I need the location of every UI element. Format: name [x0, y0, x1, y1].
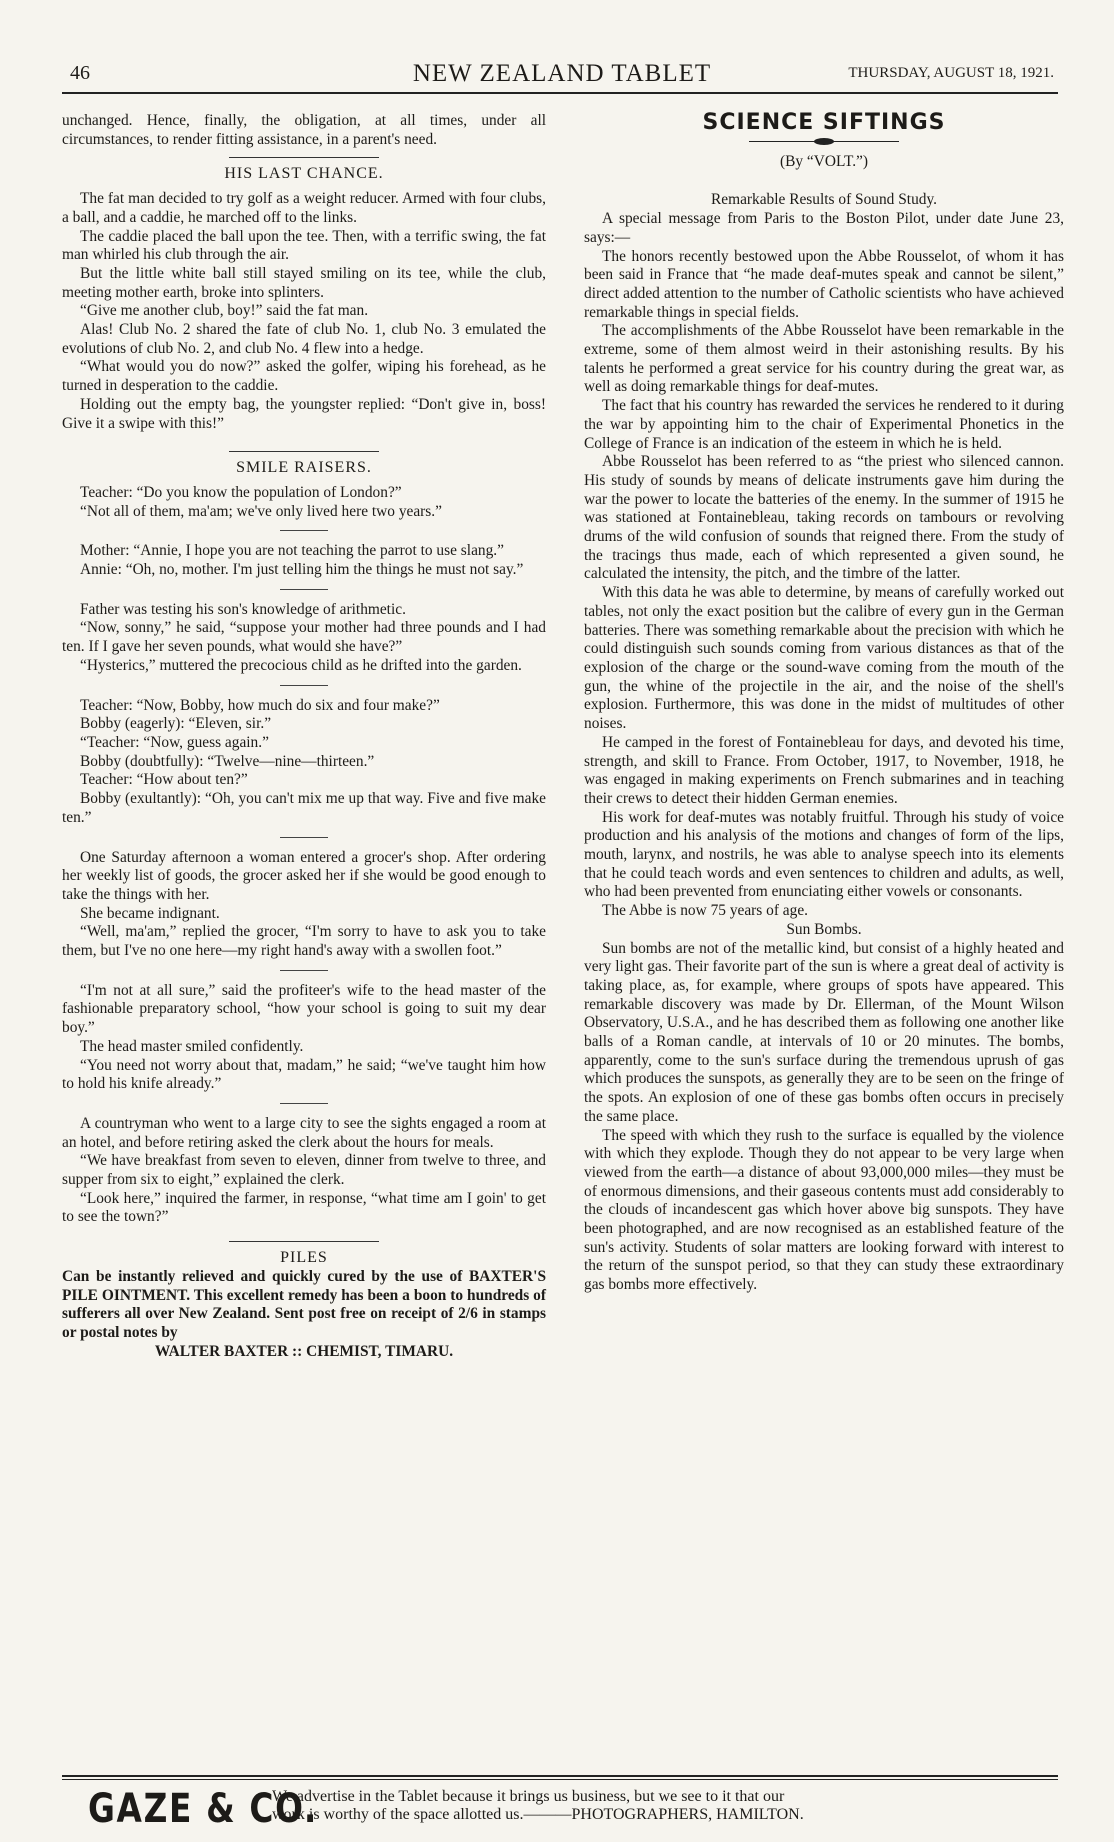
- footer-rule: [62, 1775, 1058, 1777]
- section-title-smile-raisers: SMILE RAISERS.: [62, 451, 546, 478]
- paragraph: The accomplishments of the Abbe Rousselot have been remarkable in the extreme, some of them almost weird in their astonishing results. By his talents he performed a great service for his country during the great war, as well as doing remarkable things for deaf-mutes.: [584, 322, 1064, 396]
- paragraph: Alas! Club No. 2 shared the fate of club No. 1, club No. 3 emulated the evolutions of club No. 2, and club No. 4 flew into a hedge.: [62, 321, 546, 357]
- joke-separator: [280, 589, 328, 590]
- paragraph: Father was testing his son's knowledge of arithmetic.: [80, 600, 406, 618]
- subheading-sun-bombs: Sun Bombs.: [786, 920, 862, 938]
- paragraph: The fact that his country has rewarded the services he rendered to it during the war by appointing him to the chair of Experimental Phonetics in the College of France is an indication of the esteem in which he is held.: [584, 397, 1064, 452]
- paragraph: The Abbe is now 75 years of age.: [602, 902, 809, 920]
- paragraph: His work for deaf-mutes was notably fruitful. Through his study of voice production and his analysis of the motions and changes of form of the lips, mouth, larynx, and nostrils, he was able to analyse speech into its elements that he could teach words and even sentences to children and adults, as well, who had been prevented from enunciating either vowels or consonants.: [584, 808, 1064, 901]
- paragraph: Mother: “Annie, I hope you are not teaching the parrot to use slang.”: [80, 542, 504, 560]
- paragraph: Holding out the empty bag, the youngster replied: “Don't give in, boss! Give it a swipe with this!”: [62, 395, 546, 432]
- paragraph: One Saturday afternoon a woman entered a grocer's shop. After ordering her weekly list of goods, the grocer asked her if she would be good enough to take the things with her.: [62, 848, 546, 903]
- paragraph: A countryman who went to a large city to see the sights engaged a room at an hotel, and before retiring asked the clerk about the hours for meals.: [62, 1114, 546, 1151]
- paragraph: “Look here,” inquired the farmer, in response, “what time am I goin' to get to see the town?”: [62, 1189, 546, 1226]
- paragraph: Teacher: “How about ten?”: [80, 771, 248, 789]
- footer-advertisement: [62, 1786, 1058, 1834]
- paragraph: “We have breakfast from seven to eleven, dinner from twelve to three, and supper from six to eight,” explained the clerk.: [62, 1152, 546, 1189]
- paragraph: Teacher: “Do you know the population of London?”: [80, 483, 402, 501]
- joke-separator: [280, 837, 328, 838]
- issue-date: THURSDAY, AUGUST 18, 1921.: [848, 65, 1054, 81]
- paragraph: “Teacher: “Now, guess again.”: [80, 733, 269, 751]
- piles-advertisement: [62, 1241, 546, 1361]
- paragraph: “What would you do now?” asked the golfer, wiping his forehead, as he turned in desperation to the caddie.: [62, 358, 546, 395]
- joke-separator: [280, 970, 328, 971]
- paragraph: The head master smiled confidently.: [80, 1037, 304, 1055]
- paragraph: The honors recently bestowed upon the Abbe Rousselot, of whom it has been said in France that “he made deaf-mutes speak and cannot be silent,” direct added attention to the number of Catholic scientists who have achieved remarkable things in special fields.: [584, 247, 1064, 321]
- paragraph: “You need not worry about that, madam,” he said; “we've taught him how to hold his knife already.”: [62, 1056, 546, 1093]
- joke-separator: [280, 530, 328, 531]
- paragraph: “Hysterics,” muttered the precocious child as he drifted into the garden.: [80, 656, 522, 674]
- left-column: [62, 112, 546, 1361]
- paragraph: Bobby (doubtfully): “Twelve—nine—thirteen.”: [80, 752, 375, 770]
- page-header: [70, 58, 1054, 92]
- joke-separator: [280, 685, 328, 686]
- footer-line-2: work is worthy of the space allotted us.———PHOTOGRAPHERS, HAMILTON.: [272, 1806, 804, 1823]
- ad-title: PILES: [280, 1249, 328, 1267]
- paragraph: “Not all of them, ma'am; we've only lived here two years.”: [80, 502, 442, 520]
- paragraph: The fat man decided to try golf as a weight reducer. Armed with four clubs, a ball, and a caddie, he marched off to the links.: [62, 190, 546, 226]
- paragraph: Annie: “Oh, no, mother. I'm just telling him the things he must not say.”: [80, 561, 524, 579]
- joke-separator: [280, 1103, 328, 1104]
- paragraph: A special message from Paris to the Boston Pilot, under date June 23, says:—: [584, 210, 1064, 246]
- header-rule: [62, 92, 1058, 94]
- subheading-sound-study: Remarkable Results of Sound Study.: [711, 191, 937, 209]
- paragraph: Teacher: “Now, Bobby, how much do six and four make?”: [80, 696, 440, 714]
- paragraph: She became indignant.: [80, 904, 220, 922]
- footer-line-1: We advertise in the Tablet because it brings us business, but we see to it that our: [272, 1788, 785, 1805]
- ad-body: Can be instantly relieved and quickly cured by the use of BAXTER'S PILE OINTMENT. This excellent remedy has been a boon to hundreds of sufferers all over New Zealand. Sent post free on receipt of 2/6 in stamps or postal notes by: [62, 1267, 546, 1341]
- page-number: 46: [70, 62, 90, 84]
- paragraph: “Well, ma'am,” replied the grocer, “I'm sorry to have to ask you to take them, but I've no one here—my right hand's away with a swollen foot.”: [62, 923, 546, 960]
- paragraph: But the little white ball still stayed smiling on its tee, while the club, meeting mother earth, broke into splinters.: [62, 264, 546, 301]
- paragraph: The speed with which they rush to the surface is equalled by the violence with which they explode. Though they do not appear to be very large when viewed from the earth—a distance of about 93,000,000 miles—they must be of enormous dimensions, and their gaseous contents must add considerably to the clouds of incandescent gas which hover above big sunspots. They have been photographed, and are now recognised as an established feature of the sun's activity. Students of solar matters are looking forward with interest to the return of the sunspot period, so that they can study these extraordinary gas bombs more effectively.: [584, 1126, 1064, 1294]
- masthead: NEW ZEALAND TABLET: [412, 60, 712, 87]
- paragraph: He camped in the forest of Fontainebleau for days, and devoted his time, strength, and skill to France. From October, 1917, to November, 1918, he was engaged in making experiments on French submarines and in teaching their crews to detect their hidden German enemies.: [584, 733, 1064, 807]
- paragraph: The caddie placed the ball upon the tee. Then, with a terrific swing, the fat man whirled his club through the air.: [62, 227, 546, 264]
- paragraph: Abbe Rousselot has been referred to as “the priest who silenced cannon. His study of sounds by means of delicate instruments gave him during the war the power to locate the batteries of the enemy. In the summer of 1915 he was stationed at Fontainebleau, taking records on tambours or revolving drums of the wild confusion of sounds that reigned there. From the study of the tracings thus made, each of which represented a given sound, he calculated the intensity, the pitch, and the timbre of the latter.: [584, 453, 1064, 583]
- footer-text: [272, 1788, 1058, 1824]
- intro-paragraph: unchanged. Hence, finally, the obligation, at all times, under all circumstances, to render fitting assistance, in a parent's need.: [62, 112, 546, 148]
- paragraph: “Give me another club, boy!” said the fat man.: [80, 302, 369, 320]
- section-title-last-chance: HIS LAST CHANCE.: [62, 157, 546, 184]
- ad-signature: WALTER BAXTER :: CHEMIST, TIMARU.: [154, 1342, 454, 1360]
- paragraph: “I'm not at all sure,” said the profiteer's wife to the head master of the fashionable preparatory school, “how your school is going to suit my dear boy.”: [62, 981, 546, 1037]
- ornamental-rule: [749, 137, 899, 147]
- paragraph: Bobby (eagerly): “Eleven, sir.”: [80, 715, 272, 733]
- paragraph: Sun bombs are not of the metallic kind, but consist of a highly heated and very light gas. Their favorite part of the sun is where a great deal of activity is taking place, as, for example, where groups of spots have appeared. This remarkable discovery was made by Dr. Ellerman, of the Mount Wilson Observatory, U.S.A., and he has described them as following one another like balls of a Roman candle, at intervals of 10 or 20 minutes. The bombs, apparently, come to the sun's surface during the tremendous uprush of gas which produces the sunspots, as generally they are to be seen on the fringe of the spots. An explosion of one of these gas bombs often occurs in precisely the same place.: [584, 939, 1064, 1125]
- paragraph: Bobby (exultantly): “Oh, you can't mix me up that way. Five and five make ten.”: [62, 790, 546, 826]
- paragraph: “Now, sonny,” he said, “suppose your mother had three pounds and I had ten. If I gave her seven pounds, what would she have?”: [62, 619, 546, 656]
- gaze-brand: GAZE & CO.: [88, 1786, 319, 1832]
- paragraph: With this data he was able to determine, by means of carefully worked out tables, not only the exact position but the calibre of every gun in the German batteries. There was something remarkable about the precision with which he could distinguish such sounds coming from various distances as that of the explosion of the charge or the sound-wave coming from the mouth of the gun, the whine of the projectile in the air, and the noise of the shell's explosion. Furthermore, this was done in the midst of multitudes of other noises.: [584, 584, 1064, 733]
- byline: (By “VOLT.”): [779, 152, 869, 170]
- footer-rule-thin: [62, 1779, 1058, 1780]
- right-column: [584, 112, 1064, 1295]
- science-siftings-title: SCIENCE SIFTINGS: [702, 110, 946, 135]
